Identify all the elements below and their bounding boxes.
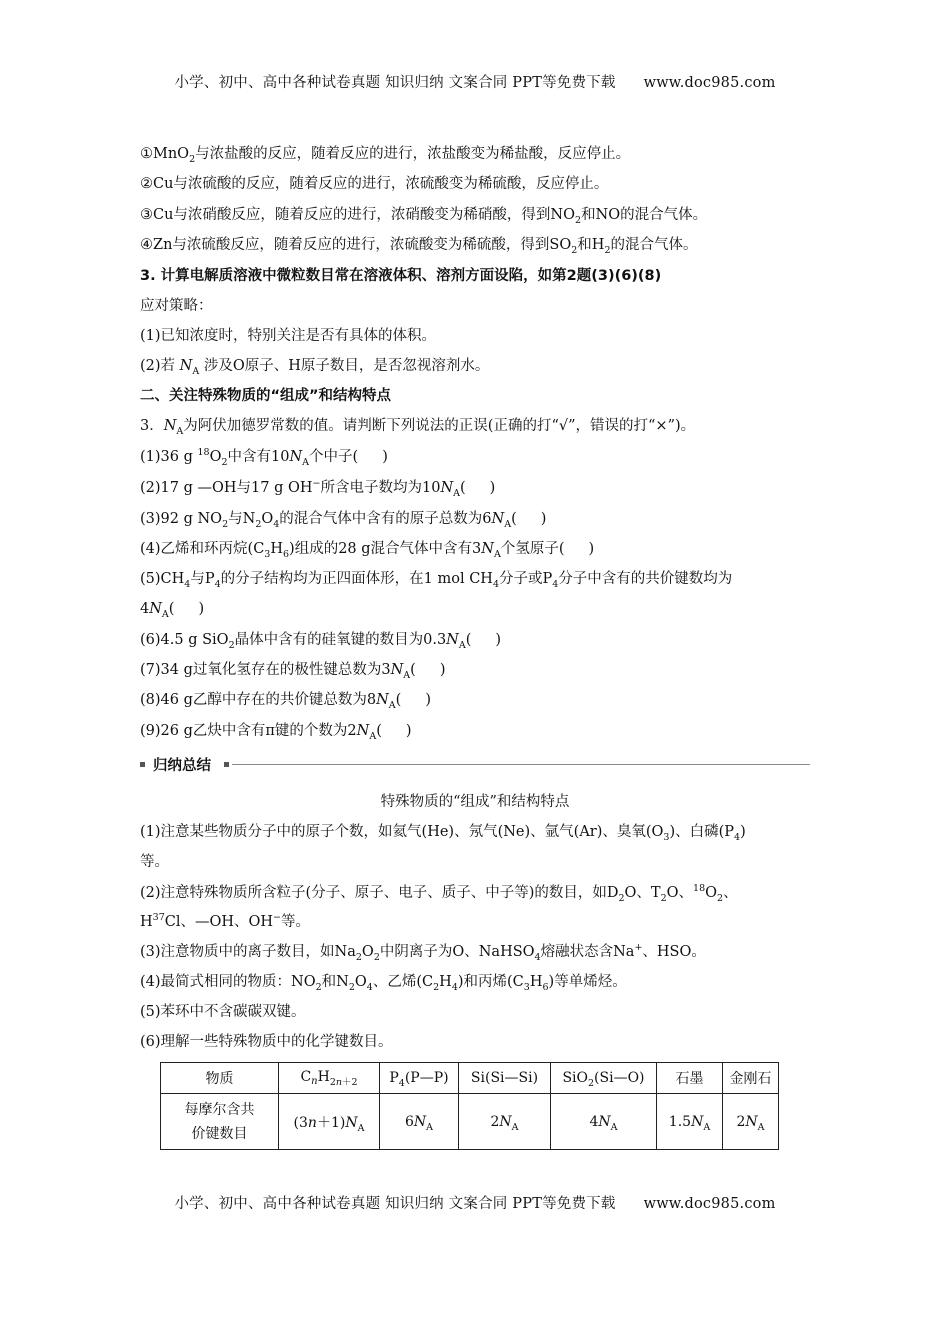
summary-label: 归纳总结 [153, 758, 211, 774]
question-lead: 3．$N_A$为阿伏加德罗常数的值。请判断下列说法的正误(正确的打“√”，错误的打“×”)。 [140, 418, 696, 437]
header-text: 小学、初中、高中各种试卷真题 知识归纳 文案合同 PPT等免费下载 [174, 75, 616, 91]
question-item-8: (8)46 g乙醇中存在的共价键总数为$8N_A$( ) [140, 692, 432, 711]
strategy-1: (1)已知浓度时，特别关注是否有具体的体积。 [140, 328, 437, 344]
summary-point-2: (2)注意特殊物质所含粒子(分子、原子、电子、质子、中子等)的数目，如$D_2O$、$T_2O$、$^{18}O_2$、 [140, 883, 738, 904]
reaction-3: ③Cu与浓硝酸反应，随着反应的进行，浓硝酸变为稀硝酸，得到$NO_2$和NO的混合气体。 [140, 207, 708, 226]
section2-title: 二、关注特殊物质的“组成”和结构特点 [140, 388, 392, 404]
page-footer [0, 1192, 950, 1213]
table-header-cell: 物质 [161, 1063, 279, 1094]
table-header-cell: $P_4(P—P)$ [380, 1063, 459, 1094]
table-row [161, 1094, 779, 1150]
summary-title: 特殊物质的“组成”和结构特点 [380, 794, 570, 810]
question-item-7: (7)34 g过氧化氢存在的极性键总数为$3N_A$( ) [140, 662, 446, 681]
table-cell: $2N_A$ [723, 1094, 779, 1150]
strategy-label: 应对策略： [140, 298, 213, 314]
summary-point-3: (3)注意物质中的离子数目，如$Na_2O_2$中阴离子为O、NaHSO$_4$熔融状态含Na+、HSO。 [140, 942, 706, 963]
square-bullet-icon [140, 762, 145, 767]
summary-point-2-cont: $H^{37}Cl$、—OH、OH−等。 [140, 912, 311, 930]
question-item-4: (4)乙烯和环丙烷$(C_3H_6)$组成的28 g混合气体中含有$3N_A$个氢原子( ) [140, 541, 595, 560]
question-item-3: (3)92 g $NO_2$与$N_2O_4$的混合气体中含有的原子总数为$6N_A$( ) [140, 511, 547, 530]
reaction-1: ①MnO$_2$与浓盐酸的反应，随着反应的进行，浓盐酸变为稀盐酸，反应停止。 [140, 146, 631, 165]
table-cell: $(3n+1)N_A$ [279, 1094, 380, 1150]
table-header-row [161, 1063, 779, 1094]
table-row-label: 每摩尔含共 价键数目 [161, 1094, 279, 1150]
table-header-cell: 石墨 [657, 1063, 723, 1094]
summary-point-1-cont: 等。 [140, 854, 169, 870]
table-cell: $2N_A$ [459, 1094, 551, 1150]
table-cell: $4N_A$ [551, 1094, 657, 1150]
divider-line [232, 764, 810, 765]
table-header-cell: Si(Si—Si) [459, 1063, 551, 1094]
question-item-2: (2)17 g —OH与17 g OH−所含电子数均为$10N_A$( ) [140, 478, 496, 499]
summary-point-1: (1)注意某些物质分子中的原子个数，如氦气(He)、氖气(Ne)、氩气(Ar)、臭氧$(O_3)$、白磷$(P_4)$ [140, 824, 746, 843]
reaction-2: ②Cu与浓硫酸的反应，随着反应的进行，浓硫酸变为稀硫酸，反应停止。 [140, 176, 609, 192]
summary-point-6: (6)理解一些特殊物质中的化学键数目。 [140, 1034, 393, 1050]
question-item-1: (1)36 g $^{18}O_2$中含有$10N_A$个中子( ) [140, 447, 388, 468]
table-header-cell: 金刚石 [723, 1063, 779, 1094]
bond-count-table [160, 1062, 779, 1150]
question-item-6: (6)4.5 g SiO$_2$晶体中含有的硅氧键的数目为$0.3N_A$( ) [140, 632, 502, 651]
question-item-5-cont: $4N_A$( ) [140, 601, 205, 620]
header-site[interactable]: www.doc985.com [643, 75, 776, 91]
page-header [0, 71, 950, 92]
table-cell: $6N_A$ [380, 1094, 459, 1150]
question-item-9: (9)26 g乙炔中含有π键的个数为$2N_A$( ) [140, 723, 412, 742]
square-bullet-icon [224, 762, 229, 767]
table-header-cell: SiO$_2$(Si—O) [551, 1063, 657, 1094]
question-item-5: $(5)CH_4$与$P_4$的分子结构均为正四面体形，在1 mol $CH_4$分子或$P_4$分子中含有的共价键数均为 [140, 571, 733, 590]
point3-title: 3. 计算电解质溶液中微粒数目常在溶液体积、溶剂方面设陷，如第2题(3)(6)(8) [140, 268, 662, 284]
footer-text: 小学、初中、高中各种试卷真题 知识归纳 文案合同 PPT等免费下载 [174, 1196, 616, 1212]
table-header-cell: $C_nH_{2n+2}$ [279, 1063, 380, 1094]
reaction-4: ④Zn与浓硫酸反应，随着反应的进行，浓硫酸变为稀硫酸，得到$SO_2$和$H_2$的混合气体。 [140, 237, 698, 256]
summary-point-5: (5)苯环中不含碳碳双键。 [140, 1004, 306, 1020]
summary-point-4: (4)最简式相同的物质：$NO_2$和$N_2O_4$、乙烯$(C_2H_4)$和丙烯$(C_3H_6)$等单烯烃。 [140, 974, 627, 993]
summary-divider [140, 754, 810, 774]
strategy-2: (2)若 $N_A$ 涉及O原子、H原子数目，是否忽视溶剂水。 [140, 358, 490, 377]
table-cell: $1.5N_A$ [657, 1094, 723, 1150]
footer-site[interactable]: www.doc985.com [643, 1196, 776, 1212]
